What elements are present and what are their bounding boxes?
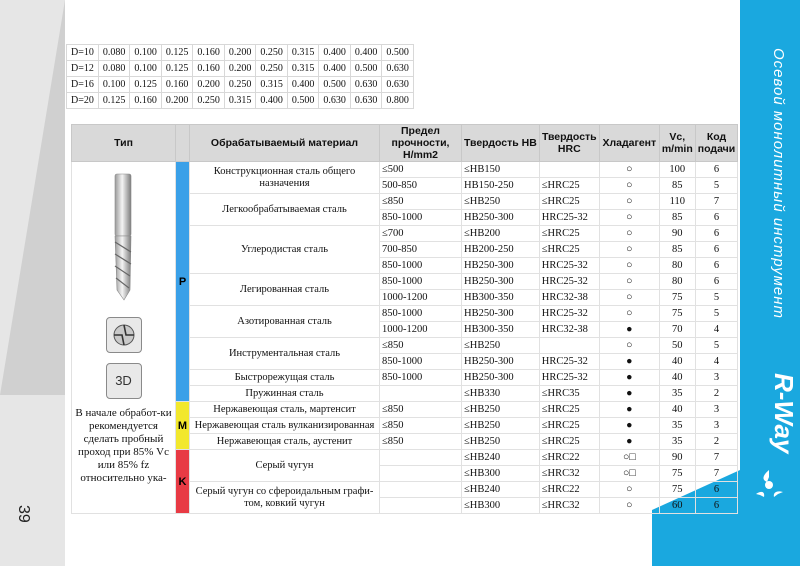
feed-code-value: 6	[695, 242, 737, 258]
hardness-hb-value: ≤HB250	[462, 434, 540, 450]
strength-value	[380, 482, 462, 498]
hardness-hrc-value	[539, 162, 599, 178]
coolant-symbol: ○	[599, 210, 659, 226]
feed-value: 0.080	[98, 61, 130, 77]
feed-value: 0.125	[161, 61, 193, 77]
section-title: Осевой монолитный инструмент	[770, 48, 787, 319]
cutting-speed-value: 75	[659, 482, 695, 498]
hardness-hb-value: HB250-300	[462, 258, 540, 274]
hardness-hrc-value: ≤HRC22	[539, 482, 599, 498]
cutting-speed-value: 75	[659, 290, 695, 306]
feed-code-value: 5	[695, 306, 737, 322]
table-row	[67, 61, 414, 77]
feed-value: 0.630	[382, 77, 414, 93]
feed-code-value: 6	[695, 162, 737, 178]
feed-code-value: 6	[695, 274, 737, 290]
hardness-hrc-value	[539, 338, 599, 354]
hardness-hb-value: HB250-300	[462, 370, 540, 386]
feed-code-value: 5	[695, 290, 737, 306]
cutting-speed-value: 70	[659, 322, 695, 338]
strength-value: ≤850	[380, 338, 462, 354]
tool-illustration	[72, 162, 175, 484]
strength-value: ≤700	[380, 226, 462, 242]
left-page-fold	[0, 0, 65, 395]
hardness-hb-value: HB250-300	[462, 306, 540, 322]
group-p-badge: P	[176, 162, 190, 402]
hardness-hrc-value: HRC25-32	[539, 258, 599, 274]
feed-code-value: 4	[695, 322, 737, 338]
header-vc: Vc, m/min	[659, 125, 695, 162]
hardness-hb-value: HB250-300	[462, 274, 540, 290]
feed-code-value: 2	[695, 434, 737, 450]
feed-value: 0.160	[161, 77, 193, 93]
table-row	[72, 162, 738, 178]
feed-value: 0.250	[256, 61, 288, 77]
feed-value: 0.160	[193, 45, 225, 61]
cutting-speed-value: 90	[659, 450, 695, 466]
strength-value: 850-1000	[380, 354, 462, 370]
table-row	[67, 77, 414, 93]
feed-value: 0.250	[224, 77, 256, 93]
material-cell: Легкообрабатываемая сталь	[190, 194, 380, 226]
hardness-hrc-value: HRC25-32	[539, 306, 599, 322]
cutting-speed-value: 75	[659, 306, 695, 322]
hardness-hb-value: ≤HB250	[462, 338, 540, 354]
hardness-hb-value: HB250-300	[462, 210, 540, 226]
coolant-symbol: ●	[599, 386, 659, 402]
hardness-hrc-value: ≤HRC25	[539, 242, 599, 258]
material-cell: Нержавеющая сталь вулканизированная	[190, 418, 380, 434]
diameter-label: D=10	[67, 45, 99, 61]
feed-value: 0.200	[224, 61, 256, 77]
diameter-label: D=12	[67, 61, 99, 77]
coolant-symbol: ●	[599, 418, 659, 434]
cutting-speed-value: 85	[659, 178, 695, 194]
material-cell: Азотированная сталь	[190, 306, 380, 338]
feed-value: 0.200	[161, 93, 193, 109]
coolant-symbol: ○	[599, 242, 659, 258]
brand-logo-icon	[752, 468, 786, 502]
hardness-hb-value: ≤HB300	[462, 498, 540, 514]
hardness-hb-value: ≤HB300	[462, 466, 540, 482]
hardness-hrc-value: HRC25-32	[539, 370, 599, 386]
coolant-symbol: ○	[599, 482, 659, 498]
hardness-hb-value: ≤HB240	[462, 482, 540, 498]
coolant-symbol: ○	[599, 306, 659, 322]
hardness-hrc-value: ≤HRC25	[539, 226, 599, 242]
cutting-speed-value: 100	[659, 162, 695, 178]
feed-value: 0.315	[287, 45, 319, 61]
strength-value: 1000-1200	[380, 322, 462, 338]
cutting-speed-value: 35	[659, 418, 695, 434]
strength-value: ≤500	[380, 162, 462, 178]
feed-value: 0.125	[161, 45, 193, 61]
feed-value: 0.200	[224, 45, 256, 61]
feed-value: 0.400	[319, 61, 351, 77]
feed-value: 0.315	[256, 77, 288, 93]
coolant-symbol: ●	[599, 370, 659, 386]
feed-value: 0.400	[287, 77, 319, 93]
hardness-hrc-value: ≤HRC25	[539, 402, 599, 418]
feed-code-value: 5	[695, 338, 737, 354]
feed-code-value: 4	[695, 354, 737, 370]
feed-code-value: 7	[695, 450, 737, 466]
strength-value: ≤850	[380, 434, 462, 450]
feed-value: 0.400	[256, 93, 288, 109]
hardness-hb-value: ≤HB250	[462, 194, 540, 210]
hardness-hrc-value: ≤HRC32	[539, 498, 599, 514]
coolant-symbol: ○□	[599, 466, 659, 482]
hardness-hb-value: ≤HB240	[462, 450, 540, 466]
coolant-symbol: ○	[599, 178, 659, 194]
feed-value: 0.400	[350, 45, 382, 61]
coolant-symbol: ○	[599, 194, 659, 210]
hardness-hb-value: HB300-350	[462, 290, 540, 306]
group-m-badge: M	[176, 402, 190, 450]
hardness-hb-value: ≤HB250	[462, 402, 540, 418]
material-cell: Инструментальная сталь	[190, 338, 380, 370]
header-hardness-hb: Твердость НВ	[462, 125, 540, 162]
feed-value: 0.160	[193, 61, 225, 77]
coolant-symbol: ○□	[599, 450, 659, 466]
header-feed-code: Код подачи	[695, 125, 737, 162]
type-cell	[72, 162, 176, 514]
hardness-hrc-value: ≤HRC25	[539, 194, 599, 210]
diameter-label: D=16	[67, 77, 99, 93]
page-number: 39	[15, 505, 32, 523]
feed-code-value: 7	[695, 466, 737, 482]
hardness-hrc-value: ≤HRC32	[539, 466, 599, 482]
cutting-speed-value: 60	[659, 498, 695, 514]
hardness-hb-value: HB150-250	[462, 178, 540, 194]
strength-value: 850-1000	[380, 370, 462, 386]
feed-code-value: 2	[695, 386, 737, 402]
cutting-speed-value: 35	[659, 434, 695, 450]
strength-value: ≤850	[380, 402, 462, 418]
table-row	[67, 93, 414, 109]
feed-value: 0.100	[130, 45, 162, 61]
material-cell: Серый чугун со сфероидальным графи-том, ковкий чугун	[190, 482, 380, 514]
coolant-symbol: ●	[599, 434, 659, 450]
feed-value: 0.250	[193, 93, 225, 109]
hardness-hb-value: HB250-300	[462, 354, 540, 370]
cutting-speed-value: 80	[659, 274, 695, 290]
hardness-hrc-value: HRC32-38	[539, 290, 599, 306]
hardness-hb-value: HB300-350	[462, 322, 540, 338]
material-cell: Легированная сталь	[190, 274, 380, 306]
feed-code-value: 6	[695, 258, 737, 274]
strength-value	[380, 498, 462, 514]
feed-value: 0.630	[350, 93, 382, 109]
hardness-hb-value: HB200-250	[462, 242, 540, 258]
material-cell: Нержавеющая сталь, мартенсит	[190, 402, 380, 418]
feed-value: 0.100	[130, 61, 162, 77]
3d-model-icon: 3D	[106, 363, 142, 399]
end-mill-icon	[72, 162, 175, 310]
feed-code-value: 3	[695, 402, 737, 418]
hardness-hrc-value: HRC25-32	[539, 274, 599, 290]
hardness-hb-value: ≤HB330	[462, 386, 540, 402]
strength-value: 500-850	[380, 178, 462, 194]
feed-value: 0.160	[130, 93, 162, 109]
material-cell: Быстрорежущая сталь	[190, 370, 380, 386]
header-type: Тип	[72, 125, 176, 162]
feed-value: 0.080	[98, 45, 130, 61]
material-cell: Конструкционная сталь общего назначения	[190, 162, 380, 194]
material-cell: Серый чугун	[190, 450, 380, 482]
feed-value: 0.125	[98, 93, 130, 109]
header-material: Обрабатываемый материал	[190, 125, 380, 162]
strength-value: 1000-1200	[380, 290, 462, 306]
right-accent-footer	[652, 510, 800, 566]
hardness-hrc-value: ≤HRC25	[539, 178, 599, 194]
feed-value: 0.500	[350, 61, 382, 77]
header-coolant: Хладагент	[599, 125, 659, 162]
strength-value: ≤850	[380, 418, 462, 434]
table-header-row	[72, 125, 738, 162]
feed-code-value: 5	[695, 178, 737, 194]
cutting-speed-value: 40	[659, 354, 695, 370]
feed-code-value: 6	[695, 226, 737, 242]
feed-value: 0.630	[350, 77, 382, 93]
coolant-symbol: ○	[599, 290, 659, 306]
cutting-speed-value: 50	[659, 338, 695, 354]
feed-value: 0.315	[287, 61, 319, 77]
header-hardness-hrc: Твердость HRC	[539, 125, 599, 162]
cutting-speed-value: 75	[659, 466, 695, 482]
feed-value: 0.250	[256, 45, 288, 61]
feed-code-value: 7	[695, 194, 737, 210]
material-cell: Нержавеющая сталь, аустенит	[190, 434, 380, 450]
table-row	[67, 45, 414, 61]
feed-value: 0.200	[193, 77, 225, 93]
feed-diameter-table	[66, 44, 414, 109]
strength-value: 850-1000	[380, 258, 462, 274]
feed-value: 0.100	[98, 77, 130, 93]
hardness-hb-value: ≤HB250	[462, 418, 540, 434]
strength-value	[380, 450, 462, 466]
strength-value: 850-1000	[380, 274, 462, 290]
strength-value: 700-850	[380, 242, 462, 258]
cutting-speed-value: 85	[659, 242, 695, 258]
hardness-hrc-value: ≤HRC25	[539, 434, 599, 450]
hardness-hb-value: ≤HB200	[462, 226, 540, 242]
cutting-speed-value: 40	[659, 402, 695, 418]
coolant-symbol: ○	[599, 258, 659, 274]
recommendation-note: В начале обработ-ки рекомендуется сделать пробный проход при 85% Vc или 85% fz относительно ука-	[75, 407, 172, 484]
cutting-data-table	[71, 124, 738, 514]
strength-value	[380, 466, 462, 482]
header-group	[176, 125, 190, 162]
group-k-badge: K	[176, 450, 190, 514]
feed-value: 0.125	[130, 77, 162, 93]
cutting-speed-value: 110	[659, 194, 695, 210]
brand-name: R-Way	[769, 373, 799, 454]
feed-value: 0.400	[319, 45, 351, 61]
coolant-symbol: ○	[599, 226, 659, 242]
feed-value: 0.500	[319, 77, 351, 93]
feed-value: 0.800	[382, 93, 414, 109]
header-strength: Предел прочности, Н/mm2	[380, 125, 462, 162]
coolant-symbol: ○	[599, 498, 659, 514]
feed-code-value: 3	[695, 370, 737, 386]
strength-value	[380, 386, 462, 402]
strength-value: 850-1000	[380, 210, 462, 226]
cutting-speed-value: 80	[659, 258, 695, 274]
cutting-speed-value: 40	[659, 370, 695, 386]
feed-code-value: 3	[695, 418, 737, 434]
material-cell: Углеродистая сталь	[190, 226, 380, 274]
hardness-hrc-value: HRC25-32	[539, 354, 599, 370]
feed-value: 0.630	[382, 61, 414, 77]
hardness-hb-value: ≤HB150	[462, 162, 540, 178]
strength-value: ≤850	[380, 194, 462, 210]
feed-value: 0.315	[224, 93, 256, 109]
coolant-symbol: ●	[599, 402, 659, 418]
diameter-label: D=20	[67, 93, 99, 109]
feed-code-value: 6	[695, 210, 737, 226]
coolant-symbol: ○	[599, 274, 659, 290]
feed-code-value: 6	[695, 498, 737, 514]
material-cell: Пружинная сталь	[190, 386, 380, 402]
feed-code-value: 6	[695, 482, 737, 498]
hardness-hrc-value: ≤HRC25	[539, 418, 599, 434]
feed-value: 0.630	[319, 93, 351, 109]
cutting-speed-value: 85	[659, 210, 695, 226]
coolant-symbol: ○	[599, 338, 659, 354]
strength-value: 850-1000	[380, 306, 462, 322]
cutting-speed-value: 90	[659, 226, 695, 242]
coolant-symbol: ○	[599, 162, 659, 178]
feed-value: 0.500	[287, 93, 319, 109]
feed-value: 0.500	[382, 45, 414, 61]
hardness-hrc-value: ≤HRC22	[539, 450, 599, 466]
hardness-hrc-value: ≤HRC35	[539, 386, 599, 402]
coolant-symbol: ●	[599, 322, 659, 338]
cutting-speed-value: 35	[659, 386, 695, 402]
hardness-hrc-value: HRC32-38	[539, 322, 599, 338]
hardness-hrc-value: HRC25-32	[539, 210, 599, 226]
coolant-symbol: ●	[599, 354, 659, 370]
flute-profile-icon	[106, 317, 142, 353]
